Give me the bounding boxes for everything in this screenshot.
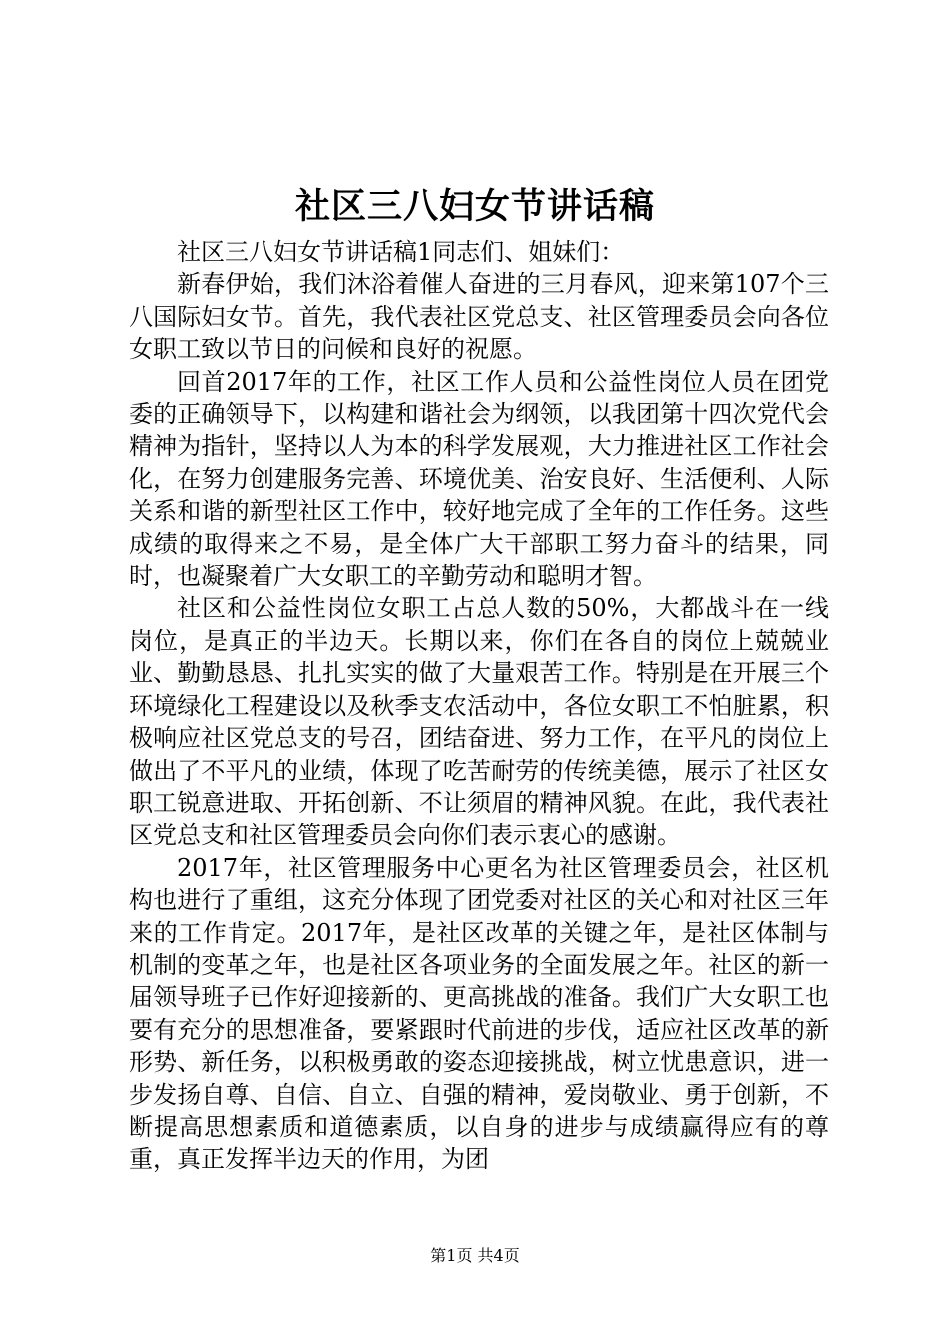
paragraph-review: 回首2017年的工作，社区工作人员和公益性岗位人员在团党委的正确领导下，以构建和谐社会为纲领，以我团第十四次党代会精神为指针，坚持以人为本的科学发展观，大力推进社区工作社会化，在努力创建服务完善、环境优美、治安良好、生活便利、人际关系和谐的新型社区工作中，较好地完成了全年的工作任务。这些成绩的取得来之不易，是全体广大干部职工努力奋斗的结果，同时，也凝聚着广大女职工的辛勤劳动和聪明才智。 <box>129 367 829 591</box>
document-title: 社区三八妇女节讲话稿 <box>294 186 655 227</box>
paragraph-greeting: 社区三八妇女节讲话稿1同志们、姐妹们： <box>177 238 625 266</box>
document-body <box>129 236 829 1176</box>
paragraph-opening: 新春伊始，我们沐浴着催人奋进的三月春风，迎来第107个三八国际妇女节。首先，我代表社区党总支、社区管理委员会向各位女职工致以节日的问候和良好的祝愿。 <box>129 270 829 364</box>
page-number-footer: 第1页 共4页 <box>430 1246 520 1265</box>
paragraph-reform: 2017年，社区管理服务中心更名为社区管理委员会，社区机构也进行了重组，这充分体现了团党委对社区的关心和对社区三年来的工作肯定。2017年，是社区改革的关键之年，是社区体制与机制的变革之年，也是社区各项业务的全面发展之年。社区的新一届领导班子已作好迎接新的、更高挑战的准备。我们广大女职工也要有充分的思想准备，要紧跟时代前进的步伐，适应社区改革的新形势、新任务，以积极勇敢的姿态迎接挑战，树立忧患意识，进一步发扬自尊、自信、自立、自强的精神，爱岗敬业、勇于创新，不断提高思想素质和道德素质，以自身的进步与成绩赢得应有的尊重，真正发挥半边天的作用，为团 <box>129 853 829 1174</box>
paragraph-female-workers: 社区和公益性岗位女职工占总人数的50%，大都战斗在一线岗位，是真正的半边天。长期以来，你们在各自的岗位上兢兢业业、勤勤恳恳、扎扎实实的做了大量艰苦工作。特别是在开展三个环境绿化工程建设以及秋季支农活动中，各位女职工不怕脏累，积极响应社区党总支的号召，团结奋进、努力工作，在平凡的岗位上做出了不平凡的业绩，体现了吃苦耐劳的传统美德，展示了社区女职工锐意进取、开拓创新、不让须眉的精神风貌。在此，我代表社区党总支和社区管理委员会向你们表示衷心的感谢。 <box>129 594 829 850</box>
